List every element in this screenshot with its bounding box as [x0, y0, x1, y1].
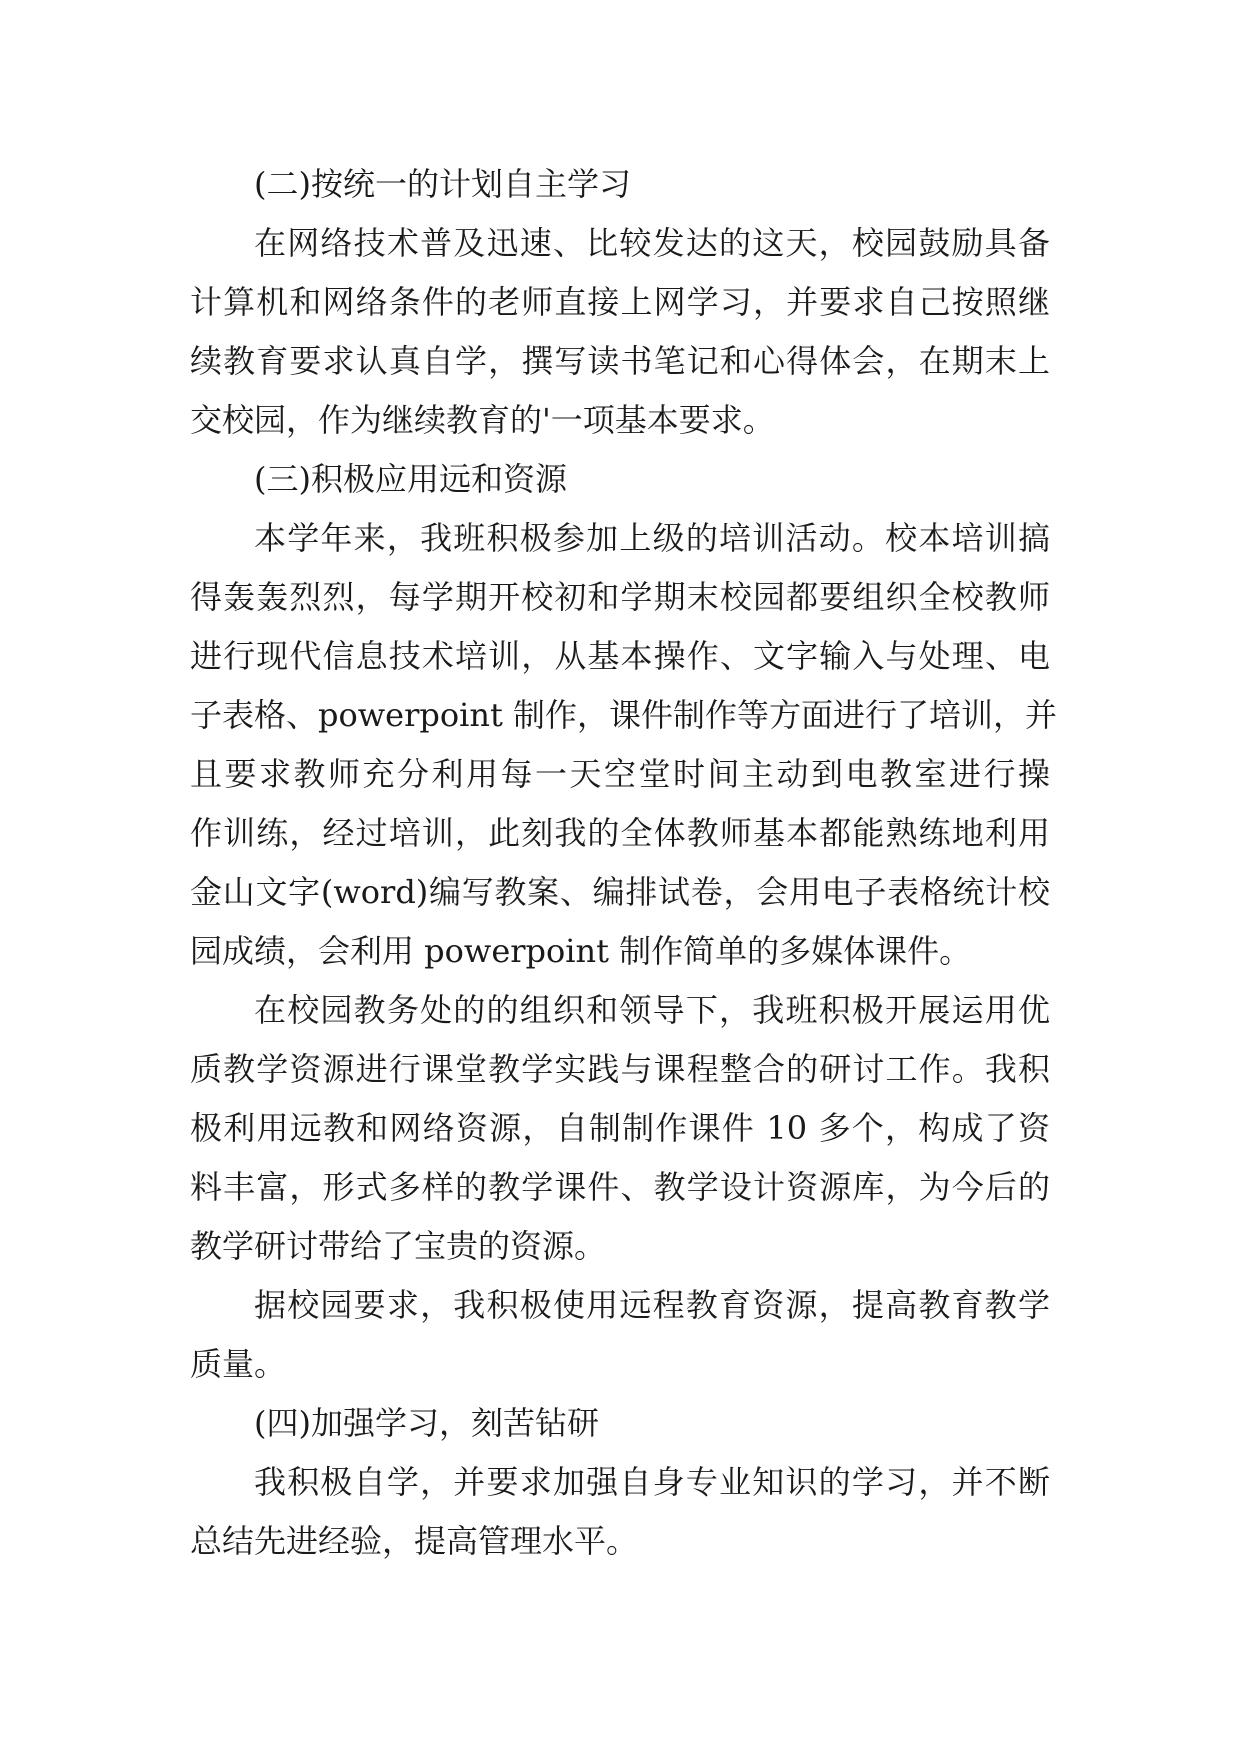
paragraph-line: 金山文字(word)编写教案、编排试卷，会用电子表格统计校 — [190, 873, 1050, 911]
paragraph-line: 质量。 — [190, 1345, 287, 1383]
paragraph-line: 本学年来，我班积极参加上级的培训活动。校本培训搞 — [254, 519, 1050, 557]
paragraph-line: 园成绩，会利用 powerpoint 制作简单的多媒体课件。 — [190, 932, 972, 970]
paragraph-line: 续教育要求认真自学，撰写读书笔记和心得体会，在期末上 — [190, 342, 1050, 380]
section-heading-3: (三)积极应用远和资源 — [254, 460, 567, 498]
paragraph-line: 子表格、powerpoint 制作，课件制作等方面进行了培训，并 — [190, 696, 1058, 734]
paragraph-line: 据校园要求，我积极使用远程教育资源，提高教育教学 — [254, 1286, 1050, 1324]
paragraph-line: 总结先进经验，提高管理水平。 — [190, 1522, 639, 1560]
section-heading-2: (二)按统一的计划自主学习 — [254, 165, 631, 203]
paragraph-line: 料丰富，形式多样的教学课件、教学设计资源库，为今后的 — [190, 1168, 1050, 1206]
paragraph-line: 质教学资源进行课堂教学实践与课程整合的研讨工作。我积 — [190, 1050, 1050, 1088]
paragraph-line: 得轰轰烈烈，每学期开校初和学期末校园都要组织全校教师 — [190, 578, 1050, 616]
paragraph-line: 在网络技术普及迅速、比较发达的这天，校园鼓励具备 — [254, 224, 1050, 262]
paragraph-line: 且要求教师充分利用每一天空堂时间主动到电教室进行操 — [190, 755, 1050, 793]
section-heading-4: (四)加强学习，刻苦钻研 — [254, 1404, 599, 1442]
paragraph-line: 极利用远教和网络资源，自制制作课件 10 多个，构成了资 — [190, 1109, 1050, 1147]
paragraph-line: 在校园教务处的的组织和领导下，我班积极开展运用优 — [254, 991, 1050, 1029]
paragraph-line: 作训练，经过培训，此刻我的全体教师基本都能熟练地利用 — [190, 814, 1050, 852]
paragraph-line: 计算机和网络条件的老师直接上网学习，并要求自己按照继 — [190, 283, 1050, 321]
paragraph-line: 我积极自学，并要求加强自身专业知识的学习，并不断 — [254, 1463, 1050, 1501]
document-body — [190, 155, 1058, 1571]
paragraph-line: 进行现代信息技术培训，从基本操作、文字输入与处理、电 — [190, 637, 1050, 675]
paragraph-line: 教学研讨带给了宝贵的资源。 — [190, 1227, 607, 1265]
paragraph-line: 交校园，作为继续教育的'一项基本要求。 — [190, 401, 775, 439]
